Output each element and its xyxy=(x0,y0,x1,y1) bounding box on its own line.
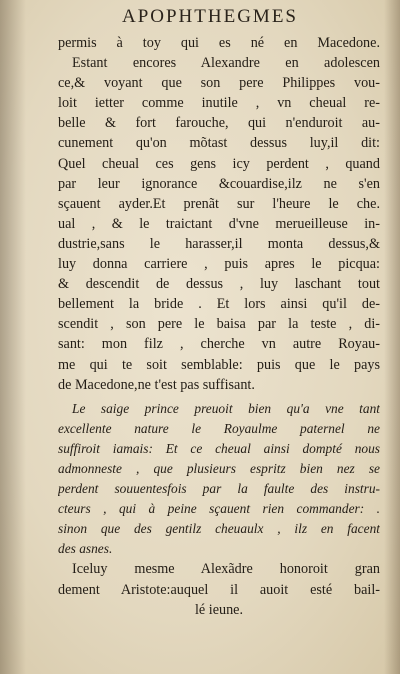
text-line: belle & fort farouche, qui n'enduroit au- xyxy=(58,115,380,132)
text-line: ual , & le traictant d'vne merueilleuse in- xyxy=(58,215,380,232)
page-edge-shadow xyxy=(384,0,400,674)
paragraph-3 xyxy=(58,559,380,619)
text-line: de Macedone,ne t'est pas suffisant. xyxy=(58,376,255,393)
text-line: par leur ignorance &couardise,ilz ne s'en xyxy=(58,175,380,192)
text-line: Quel cheual ces gens icy perdent , quand xyxy=(58,155,380,172)
text-line: bellement la bride . Et lors ainsi qu'il de- xyxy=(58,296,380,313)
text-line: admonneste , que plusieurs espritz bien nez se xyxy=(58,460,380,476)
text-line: scendit , son pere le baisa par la teste , di- xyxy=(58,316,380,333)
text-line: Le saige prince preuoit bien qu'a vne tant xyxy=(72,400,380,416)
text-line: suffiroit iamais: Et ce cheual ainsi dompté nous xyxy=(58,440,380,456)
text-line: permis à toy qui es né en Macedone. xyxy=(58,35,380,51)
text-line: lé ieune. xyxy=(194,601,244,618)
text-line: luy donna carriere , puis apres le picqua: xyxy=(58,256,380,273)
paragraph-1 xyxy=(58,33,380,395)
text-line: dement Aristote:auquel il auoit esté bail- xyxy=(58,581,380,598)
text-line: cteurs , qui à peine sçauent rien commander: . xyxy=(58,501,380,517)
text-line: loit ietter comme inutile , vn cheual re- xyxy=(58,95,380,112)
text-line: ce,& voyant que son pere Philippes vou- xyxy=(58,75,380,92)
text-line: sçauent ayder.Et prenãt sur l'heure le che. xyxy=(58,195,380,212)
paragraph-2-commentary xyxy=(58,399,380,560)
text-line: dustrie,sans le harasser,il monta dessus,& xyxy=(58,235,380,252)
text-line: excellente nature le Royaulme paternel ne xyxy=(58,420,380,436)
text-line: sant: mon filz , cherche vn autre Royau- xyxy=(58,336,380,353)
page-body xyxy=(58,33,380,620)
text-line: me qui te soit semblable: puis que le pays xyxy=(58,356,380,373)
text-line: cunement qu'on mõtast dessus luy,il dit: xyxy=(58,135,380,152)
text-line: des asnes. xyxy=(58,541,113,557)
text-line: Iceluy mesme Alexãdre honoroit gran xyxy=(72,561,380,578)
text-line: perdent souuentesfois par la faulte des instru- xyxy=(58,481,380,497)
gutter-shadow xyxy=(0,0,26,674)
text-line: & descendit de dessus , luy laschant tout xyxy=(58,276,380,293)
text-line: Estant encores Alexandre en adolescen xyxy=(72,55,380,72)
running-head: APOPHTHEGMES xyxy=(121,6,299,27)
text-line: sinon que des gentilz cheuaulx , ilz en facent xyxy=(58,521,380,537)
